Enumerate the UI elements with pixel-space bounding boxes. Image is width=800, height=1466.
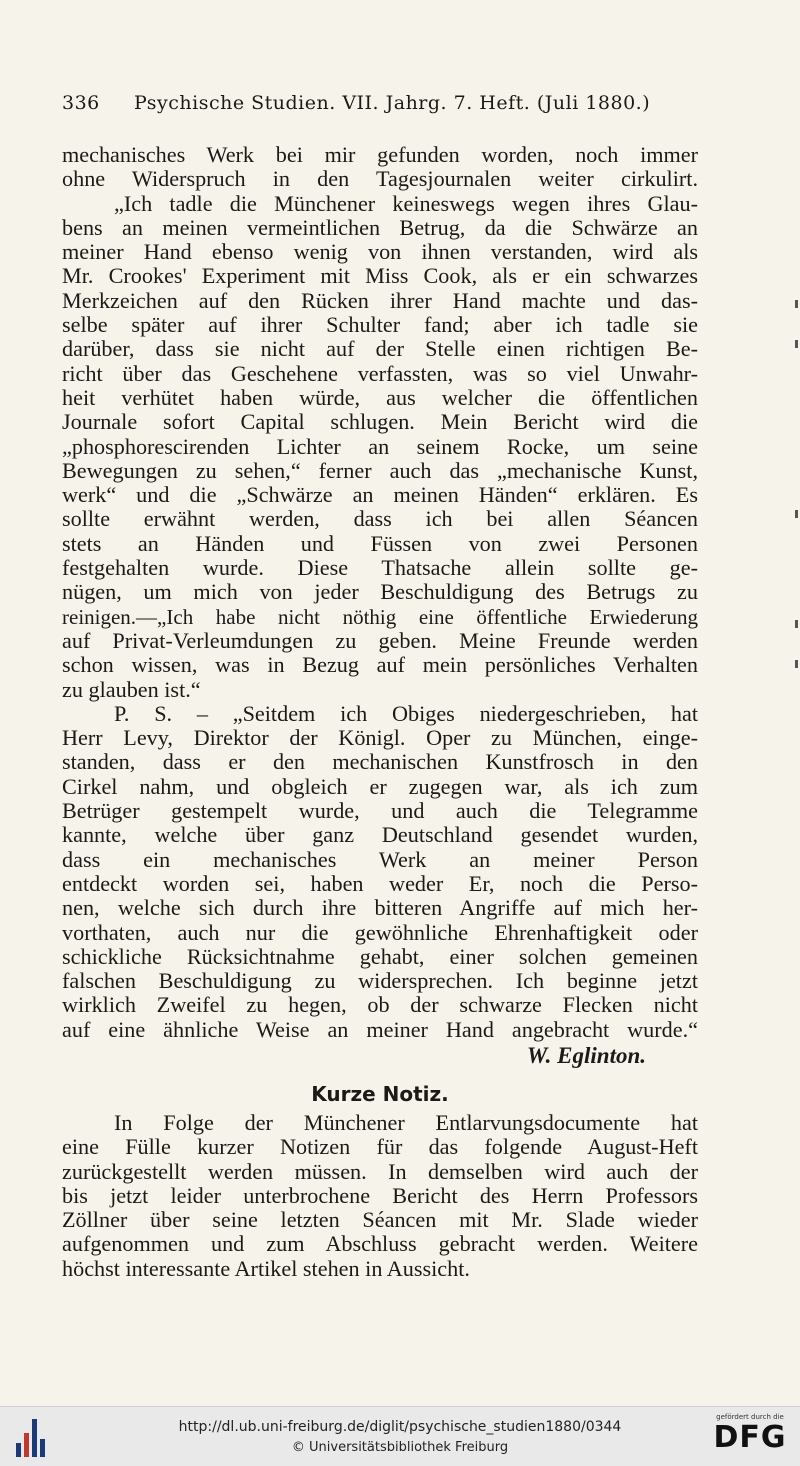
text-line: werk“ und die „Schwärze an meinen Händen“ erklären. Es bbox=[62, 483, 698, 508]
text-line: richt über das Geschehene verfassten, was so viel Unwahr- bbox=[62, 361, 698, 386]
text-line: entdeckt worden sei, haben weder Er, noch die Perso- bbox=[62, 871, 698, 896]
copyright-notice: © Universitätsbibliothek Freiburg bbox=[291, 1440, 509, 1455]
text-line: auf Privat-Verleumdungen zu geben. Meine Freunde werden bbox=[62, 628, 698, 653]
text-line: bens an meinen vermeintlichen Betrug, da die Schwärze an bbox=[62, 215, 698, 240]
text-line: Journale sofort Capital schlugen. Mein Bericht wird die bbox=[62, 410, 698, 435]
text-line: darüber, dass sie nicht auf der Stelle einen richtigen Be- bbox=[62, 337, 698, 362]
text-line: sollte erwähnt werden, dass ich bei allen Séancen bbox=[62, 507, 698, 532]
page-body bbox=[62, 143, 698, 1281]
text-line: Bewegungen zu sehen,“ ferner auch das „mechanische Kunst, bbox=[62, 458, 698, 483]
text-line: ohne Widerspruch in den Tagesjournalen weiter cirkulirt. bbox=[62, 167, 698, 192]
text-line: „phosphorescirenden Lichter an seinem Rocke, um seine bbox=[62, 434, 698, 459]
text-line: mechanisches Werk bei mir gefunden worden, noch immer bbox=[62, 143, 698, 167]
text-line: nügen, um mich von jeder Beschuldigung des Betrugs zu bbox=[62, 580, 698, 605]
viewer-footer bbox=[0, 1406, 800, 1466]
text-line: Herr Levy, Direktor der Königl. Oper zu München, einge- bbox=[62, 726, 698, 751]
text-line: reinigen.—„Ich habe nicht nöthig eine öffentliche Erwiederung bbox=[62, 604, 698, 629]
text-line: P. S. – „Seitdem ich Obiges niedergeschrieben, hat bbox=[114, 701, 698, 726]
text-line: selbe später auf ihrer Schulter fand; aber ich tadle sie bbox=[62, 313, 698, 338]
text-line: schickliche Rücksichtnahme gehabt, einer solchen gemeinen bbox=[62, 944, 698, 969]
running-title: Psychische Studien. VII. Jahrg. 7. Heft. (Juli 1880.) bbox=[134, 92, 651, 114]
text-line: Mr. Crookes' Experiment mit Miss Cook, als er ein schwarzes bbox=[62, 264, 698, 289]
dfg-mark: DFG bbox=[713, 1420, 787, 1455]
notice-line: bis jetzt leider unterbrochene Bericht des Herrn Professors bbox=[62, 1183, 698, 1208]
notice-line: Zöllner über seine letzten Séancen mit Mr. Slade wieder bbox=[62, 1208, 698, 1233]
text-line: wirklich Zweifel zu hegen, ob der schwarze Flecken nicht bbox=[62, 993, 698, 1018]
text-line: Betrüger gestempelt wurde, und auch die Telegramme bbox=[62, 799, 698, 824]
text-line: vorthaten, auch nur die gewöhnliche Ehrenhaftigkeit oder bbox=[62, 920, 698, 945]
text-line: schon wissen, was in Bezug auf mein persönliches Verhalten bbox=[62, 653, 698, 678]
notice-line: In Folge der Münchener Entlarvungsdocumente hat bbox=[114, 1110, 698, 1135]
dfg-logo-icon bbox=[706, 1413, 794, 1463]
text-line: falschen Beschuldigung zu widersprechen. Ich beginne jetzt bbox=[62, 969, 698, 994]
page-number: 336 bbox=[62, 92, 100, 114]
text-line: meiner Hand ebenso wenig von ihnen verstanden, wird als bbox=[62, 240, 698, 265]
text-line: Merkzeichen auf den Rücken ihrer Hand machte und das- bbox=[62, 288, 698, 313]
notice-line: höchst interessante Artikel stehen in Aussicht. bbox=[62, 1255, 470, 1281]
text-line: nen, welche sich durch ihre bitteren Angriffe auf mich her- bbox=[62, 896, 698, 921]
notice-line: aufgenommen und zum Abschluss gebracht werden. Weitere bbox=[62, 1232, 698, 1257]
text-line: standen, dass er den mechanischen Kunstfrosch in den bbox=[62, 750, 698, 775]
running-header bbox=[62, 92, 702, 122]
text-line: zu glauben ist.“ bbox=[62, 676, 201, 702]
permalink[interactable]: http://dl.ub.uni-freiburg.de/diglit/psychische_studien1880/0344 bbox=[178, 1419, 622, 1435]
text-line: kannte, welche über ganz Deutschland gesendet wurden, bbox=[62, 823, 698, 848]
dfg-caption: gefördert durch die bbox=[716, 1413, 784, 1421]
text-line: auf eine ähnliche Weise an meiner Hand angebracht wurde.“ bbox=[62, 1017, 698, 1042]
notice-line: zurückgestellt werden müssen. In demselben wird auch der bbox=[62, 1159, 698, 1184]
notice-line: eine Fülle kurzer Notizen für das folgende August-Heft bbox=[62, 1135, 698, 1160]
signature: W. Eglinton. bbox=[526, 1042, 646, 1068]
text-line: dass ein mechanisches Werk an meiner Person bbox=[62, 847, 698, 872]
text-line: stets an Händen und Füssen von zwei Personen bbox=[62, 531, 698, 556]
text-line: „Ich tadle die Münchener keineswegs wegen ihres Glau- bbox=[114, 191, 698, 216]
section-title: Kurze Notiz. bbox=[311, 1081, 449, 1106]
text-line: Cirkel nahm, und obgleich er zugegen war, als ich zum bbox=[62, 774, 698, 799]
text-line: festgehalten wurde. Diese Thatsache allein sollte ge- bbox=[62, 556, 698, 581]
page-edge-marks bbox=[793, 300, 800, 700]
text-line: heit verhütet haben würde, aus welcher die öffentlichen bbox=[62, 385, 698, 410]
